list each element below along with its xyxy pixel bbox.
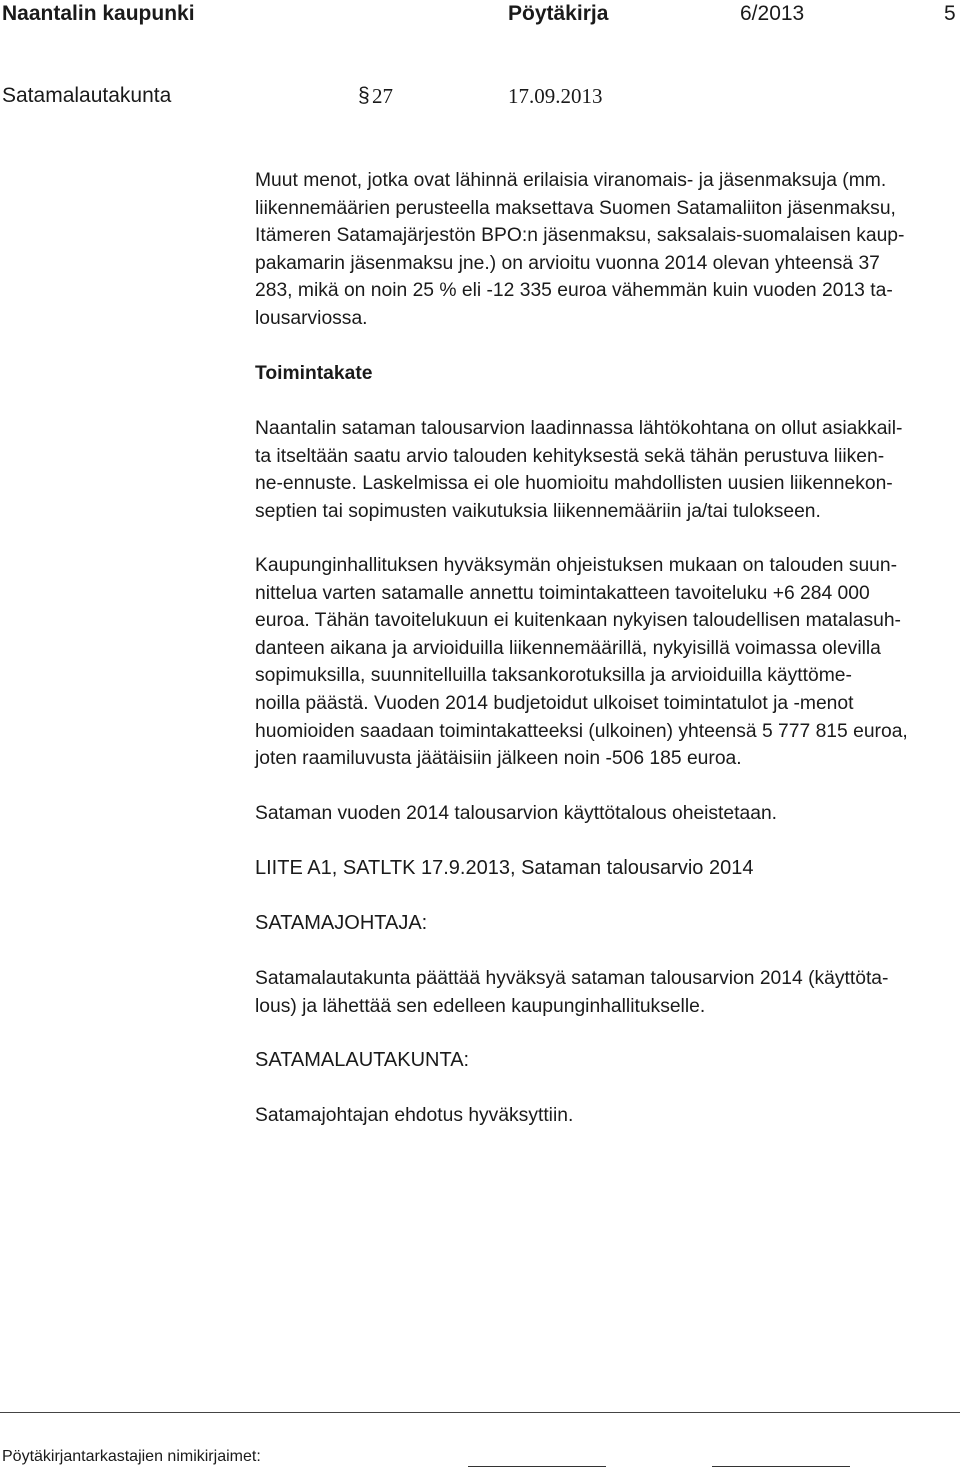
attachment-reference: LIITE A1, SATLTK 17.9.2013, Sataman talousarvio 2014 [255,857,754,879]
meeting-date: 17.09.2013 [508,84,603,108]
paragraph-budget-basis [255,415,955,525]
header-doc-type: Pöytäkirja [508,2,609,25]
paragraph-line: nittelua varten satamalle annettu toimintakatteen tavoiteluku +6 284 000 [255,582,870,604]
paragraph-line: liikennemäärien perusteella maksettava Suomen Satamaliiton jäsenmaksu, [255,197,896,219]
label-harbour-board: SATAMALAUTAKUNTA: [255,1049,470,1071]
header-doc-number: 6/2013 [740,2,805,25]
paragraph-line: euroa. Tähän tavoitelukuun ei kuitenkaan nykyisen taloudellisen matalasuh- [255,610,901,632]
paragraph-line: sopimuksilla, suunnitelluilla taksankorotuksilla ja arvioiduilla käyttöme- [255,665,852,687]
paragraph-line: Muut menot, jotka ovat lähinnä erilaisia viranomais- ja jäsenmaksuja (mm. [255,170,887,191]
signature-line [468,1466,606,1467]
heading-toimintakate: Toimintakate [255,363,373,384]
paragraph-line: huomioiden saadaan toimintakatteeksi (ulkoinen) yhteensä 5 777 815 euroa, [255,720,908,742]
paragraph-line: noilla päästä. Vuoden 2014 budjetoidut ulkoiset toimintatulot ja -menot [255,692,854,714]
signature-line [712,1466,850,1467]
section-number: 27 [372,84,393,108]
paragraph-line: lous) ja lähettää sen edelleen kaupunginhallitukselle. [255,995,706,1017]
header-city: Naantalin kaupunki [2,2,195,25]
paragraph-line: Satamalautakunta päättää hyväksyä sataman talousarvion 2014 (käyttöta- [255,968,889,989]
paragraph-line: lousarviossa. [255,307,368,329]
paragraph-line: Naantalin sataman talousarvion laadinnassa lähtökohtana on ollut asiakkail- [255,418,903,439]
paragraph-line: ta itseltään saatu arvio talouden kehityksestä sekä tähän perustuva liiken- [255,445,885,467]
paragraph-line: septien tai sopimusten vaikutuksia liikennemääriin ja/tai tulokseen. [255,500,821,522]
section-symbol: § [358,84,370,107]
header-page-number: 5 [944,2,956,25]
paragraph-line: danteen aikana ja arvioiduilla liikennemäärillä, nykyisillä voimassa olevilla [255,637,881,659]
paragraph-line: joten raamiluvusta jäätäisiin jälkeen noin -506 185 euroa. [255,748,742,770]
footer-divider [0,1412,960,1413]
subheader-body: Satamalautakunta [2,84,172,107]
paragraph-other-expenses [255,167,955,333]
label-harbour-director: SATAMAJOHTAJA: [255,912,428,934]
paragraph-operating-margin [255,552,955,773]
paragraph-proposal [255,965,955,1020]
footer-initials-label: Pöytäkirjantarkastajien nimikirjaimet: [2,1448,261,1465]
paragraph-attached-budget: Sataman vuoden 2014 talousarvion käyttötalous oheistetaan. [255,803,778,824]
paragraph-line: Itämeren Satamajärjestön BPO:n jäsenmaksu, saksalais-suomalaisen kaup- [255,225,905,247]
paragraph-line: Kaupunginhallituksen hyväksymän ohjeistuksen mukaan on talouden suun- [255,555,898,576]
paragraph-decision: Satamajohtajan ehdotus hyväksyttiin. [255,1105,574,1126]
paragraph-line: pakamarin jäsenmaksu jne.) on arvioitu vuonna 2014 olevan yhteensä 37 [255,252,880,274]
paragraph-line: ne-ennuste. Laskelmissa ei ole huomioitu mahdollisten uusien liikennekon- [255,473,893,495]
paragraph-line: 283, mikä on noin 25 % eli -12 335 euroa vähemmän kuin vuoden 2013 ta- [255,280,893,302]
